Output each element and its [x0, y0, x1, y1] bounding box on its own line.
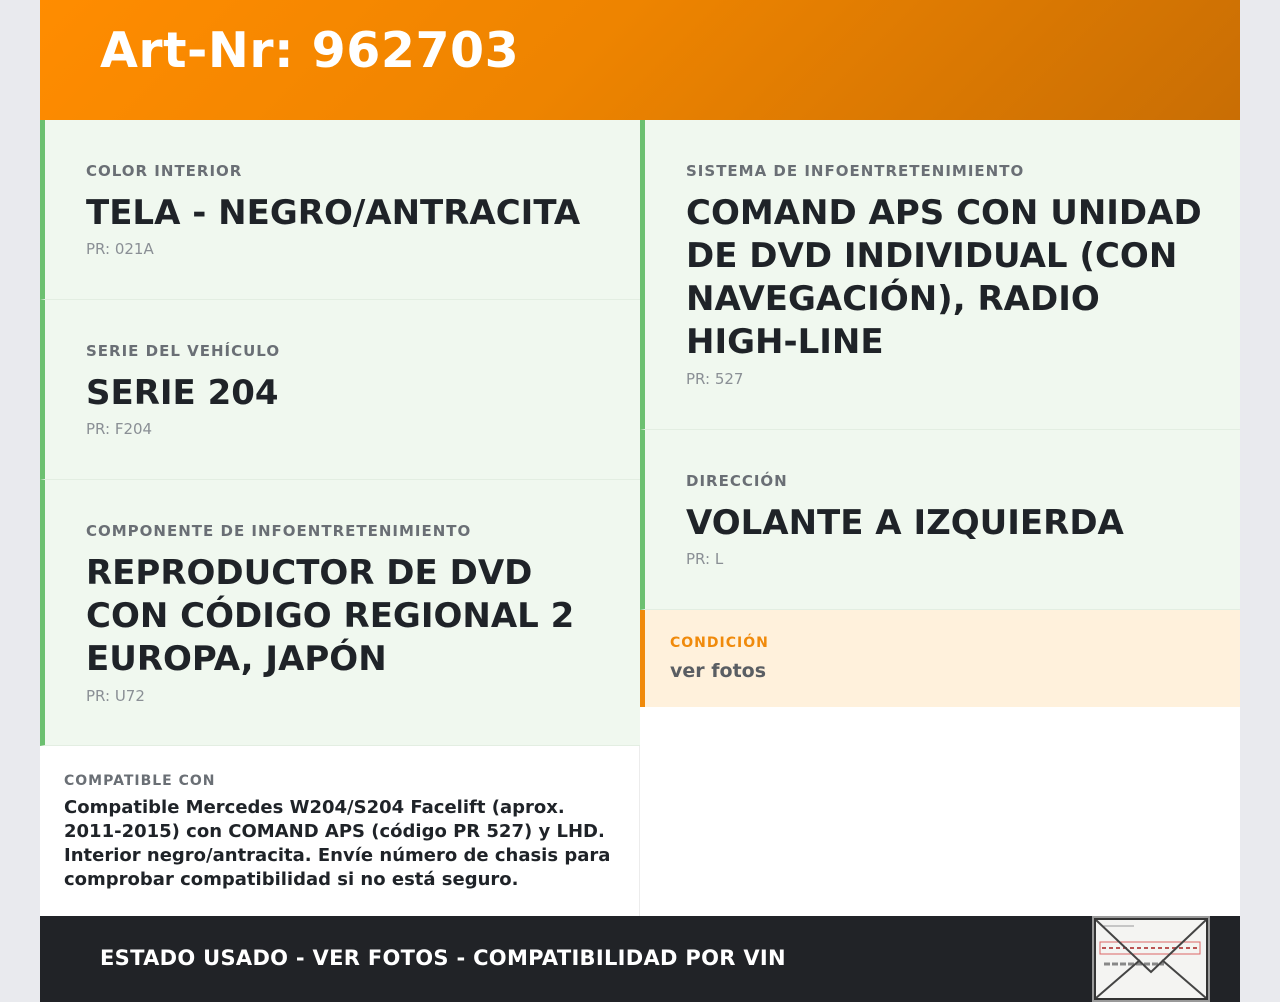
spec-label: SISTEMA DE INFOENTRETENIMIENTO [686, 162, 1025, 180]
spec-card-vehicle-series [40, 300, 640, 480]
spec-label: COLOR INTERIOR [86, 162, 243, 180]
spec-card-infotainment-system [640, 120, 1240, 430]
spec-label: SERIE DEL VEHÍCULO [86, 342, 281, 360]
footer-bar [40, 916, 1240, 1002]
spec-pr-code: PR: 527 [686, 370, 744, 388]
footer-text: ESTADO USADO - VER FOTOS - COMPATIBILIDAD POR VIN [100, 946, 786, 970]
condition-label: CONDICIÓN [670, 635, 769, 651]
spec-pr-code: PR: U72 [86, 687, 145, 705]
article-number-title: Art-Nr: 962703 [100, 22, 520, 79]
header-banner [40, 0, 1240, 120]
spec-label: DIRECCIÓN [686, 472, 788, 490]
compatibility-section [40, 746, 640, 916]
product-page [40, 0, 1240, 1002]
spec-pr-code: PR: 021A [86, 240, 154, 258]
compatibility-label: COMPATIBLE CON [64, 773, 216, 789]
shipping-label-image [1092, 916, 1210, 1002]
spec-value: REPRODUCTOR DE DVD CON CÓDIGO REGIONAL 2 EUROPA, JAPÓN [86, 553, 575, 679]
compatibility-text: Compatible Mercedes W204/S204 Facelift (aprox. 2011-2015) con COMAND APS (código PR 527) y LHD. Interior negro/antracita. Envíe número de chasis para comprobar compatibilidad si no está seguro. [64, 797, 611, 890]
condition-card [640, 610, 1240, 707]
spec-pr-code: PR: F204 [86, 420, 153, 438]
spec-pr-code: PR: L [686, 550, 724, 568]
spec-card-infotainment-component [40, 480, 640, 746]
spec-label: COMPONENTE DE INFOENTRETENIMIENTO [86, 522, 472, 540]
spec-value: TELA - NEGRO/ANTRACITA [86, 193, 581, 233]
condition-text: ver fotos [670, 660, 767, 682]
spec-value: SERIE 204 [86, 373, 279, 413]
spec-card-interior-color [40, 120, 640, 300]
envelope-icon [1094, 918, 1208, 1000]
spec-card-steering [640, 430, 1240, 610]
spec-value: COMAND APS CON UNIDAD DE DVD INDIVIDUAL (CON NAVEGACIÓN), RADIO HIGH-LINE [686, 193, 1202, 362]
spec-value: VOLANTE A IZQUIERDA [686, 503, 1124, 543]
